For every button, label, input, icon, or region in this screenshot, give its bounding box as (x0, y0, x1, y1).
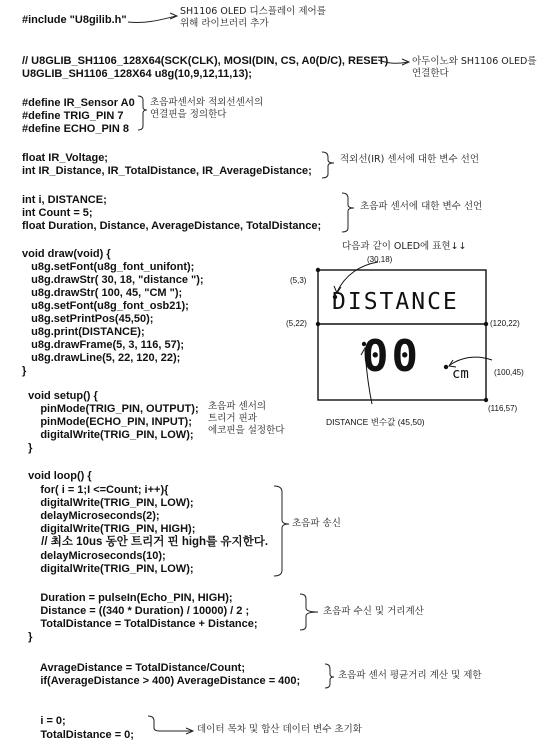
int-count: int Count = 5; (22, 207, 93, 219)
bracket-defines (138, 96, 147, 130)
loop-line-5: // 최소 10us 동안 트리거 핀 high를 유지한다. (22, 536, 269, 548)
oled-value: 00 (362, 331, 421, 382)
float-duration: float Duration, Distance, AverageDistance, TotalDistance; (22, 220, 322, 232)
bracket-ultra-vars (342, 193, 354, 232)
arrow-connect (378, 60, 408, 63)
float-ir-voltage: float IR_Voltage; (22, 152, 108, 164)
reset-line-1: TotalDistance = 0; (22, 729, 134, 741)
include-line: #include "U8gilib.h" (22, 14, 127, 26)
note-connect: 아두이노와 SH1106 OLED를 연결한다 (412, 56, 537, 79)
loop-line-1: for( i = 1;I <=Count; i++){ (22, 484, 169, 496)
setup-line-2: pinMode(ECHO_PIN, INPUT); (22, 416, 192, 428)
receive-line-2: TotalDistance = TotalDistance + Distance; (22, 618, 258, 630)
receive-line-0: Duration = pulseIn(Echo_PIN, HIGH); (22, 592, 233, 604)
draw-line-6: u8g.print(DISTANCE); (22, 326, 145, 338)
bracket-average (325, 664, 334, 688)
coord-5-3: (5,3) (290, 276, 307, 285)
int-i-distance: int i, DISTANCE; (22, 194, 107, 206)
loop-line-7: digitalWrite(TRIG_PIN, LOW); (22, 563, 194, 575)
coord-120-22: (120,22) (490, 319, 520, 328)
dot-100-45 (444, 365, 448, 369)
draw-line-4: u8g.setFont(u8g_font_osb21); (22, 300, 189, 312)
receive-line-1: Distance = ((340 * Duration) / 10000) / 2 ; (22, 605, 250, 617)
define-trig-pin: #define TRIG_PIN 7 (22, 110, 124, 122)
note-ir-vars: 적외선(IR) 센서에 대한 변수 선언 (340, 154, 480, 165)
int-ir-distance: int IR_Distance, IR_TotalDistance, IR_AverageDistance; (22, 165, 312, 177)
dot-116-57 (484, 398, 488, 402)
note-pins: 초음파센서와 적외선센서의 연결핀을 정의한다 (150, 97, 264, 120)
coord-30-18: (30,18) (367, 255, 393, 264)
dot-5-3 (316, 268, 320, 272)
setup-line-3: digitalWrite(TRIG_PIN, LOW); (22, 429, 194, 441)
draw-line-8: u8g.drawLine(5, 22, 120, 22); (22, 352, 181, 364)
note-reset: 데이터 목차 및 합산 데이터 변수 초기화 (197, 724, 362, 735)
setup-line-1: pinMode(TRIG_PIN, OUTPUT); (22, 403, 199, 415)
bracket-send (274, 486, 289, 576)
draw-line-1: u8g.setFont(u8g_font_unifont); (22, 261, 195, 273)
note-ultra-vars: 초음파 센서에 대한 변수 선언 (360, 201, 483, 212)
oled-unit: cm (452, 366, 469, 382)
loop-line-6: delayMicroseconds(10); (22, 550, 166, 562)
note-library: SH1106 OLED 디스플레이 제어를 위해 라이브러리 추가 (180, 6, 326, 29)
arrow-library (128, 16, 176, 23)
oled-heading: DISTANCE (332, 289, 459, 315)
u8g-declaration-line: U8GLIB_SH1106_128X64 u8g(10,9,12,11,13); (22, 68, 252, 80)
loop-line-0: void loop() { (22, 470, 92, 482)
note-setup: 초음파 센서의 트리거 핀과 에코핀을 설정한다 (208, 401, 285, 436)
reset-line-0: i = 0; (22, 715, 66, 727)
draw-line-9: } (22, 365, 27, 377)
setup-line-0: void setup() { (22, 390, 98, 402)
bracket-receive (300, 594, 318, 630)
draw-line-0: void draw(void) { (22, 248, 111, 260)
loop-line-2: digitalWrite(TRIG_PIN, LOW); (22, 497, 194, 509)
average-line-1: if(AverageDistance > 400) AverageDistance = 400; (22, 675, 301, 687)
define-ir-sensor: #define IR_Sensor A0 (22, 97, 135, 109)
receive-line-3: } (22, 631, 33, 643)
setup-line-4: } (22, 442, 33, 454)
loop-line-3: delayMicroseconds(2); (22, 510, 160, 522)
note-average: 초음파 센서 평균거리 계산 및 제한 (338, 670, 482, 681)
note-send: 초음파 송신 (292, 518, 341, 529)
draw-line-7: u8g.drawFrame(5, 3, 116, 57); (22, 339, 185, 351)
coord-100-45: (100,45) (494, 368, 524, 377)
arrowhead-library (170, 13, 177, 19)
u8g-comment-line: // U8GLIB_SH1106_128X64(SCK(CLK), MOSI(DIN, CS, A0(D/C), RESET) (22, 55, 389, 67)
dot-120-22 (484, 322, 488, 326)
bracket-ir-vars (322, 152, 334, 178)
note-oled-caption: 다음과 같이 OLED에 표현↓↓ (342, 241, 467, 252)
loop-line-4: digitalWrite(TRIG_PIN, HIGH); (22, 523, 196, 535)
coord-116-57: (116,57) (488, 404, 518, 413)
note-receive: 초음파 수신 및 거리계산 (323, 606, 424, 617)
draw-line-2: u8g.drawStr( 30, 18, "distance "); (22, 274, 204, 286)
draw-line-5: u8g.setPrintPos(45,50); (22, 313, 154, 325)
draw-line-3: u8g.drawStr( 100, 45, "CM "); (22, 287, 183, 299)
define-echo-pin: #define ECHO_PIN 8 (22, 123, 129, 135)
dot-5-22 (316, 322, 320, 326)
coord-5-22: (5,22) (286, 319, 307, 328)
average-line-0: AvrageDistance = TotalDistance/Count; (22, 662, 246, 674)
bracket-reset (148, 716, 192, 731)
oled-value-caption: DISTANCE 변수값 (45,50) (326, 417, 425, 427)
